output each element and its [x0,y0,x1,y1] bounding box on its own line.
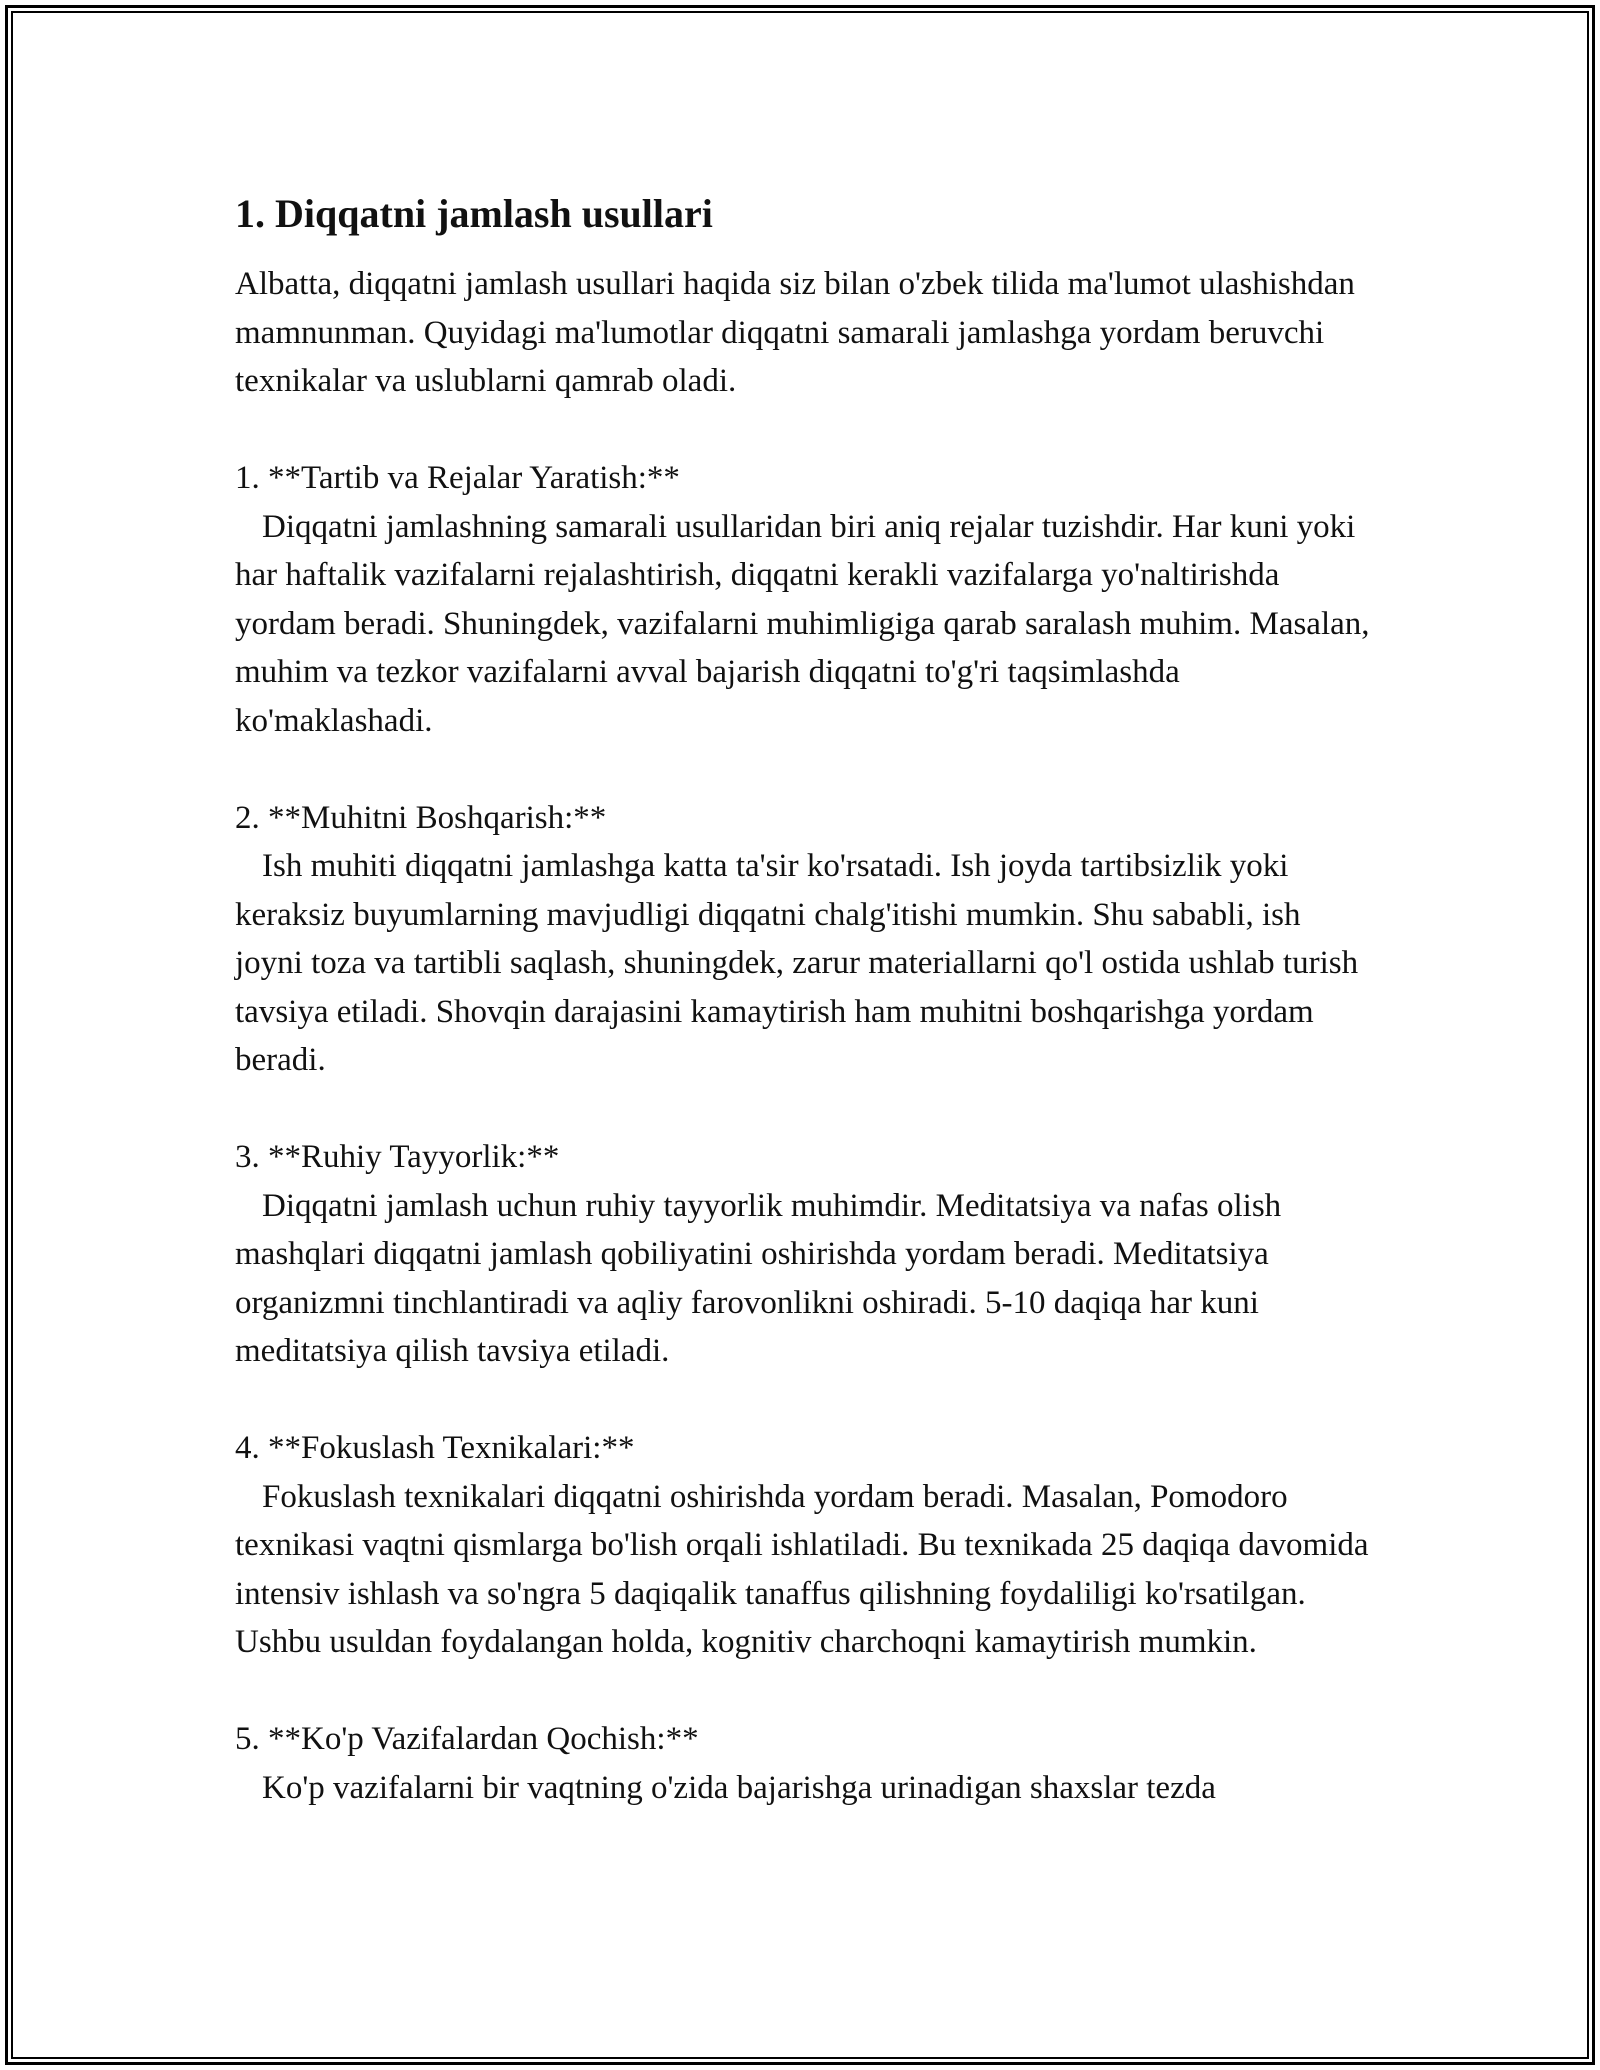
section-heading: 2. **Muhitni Boshqarish:** [235,799,607,836]
section-body: Diqqatni jamlashning samarali usullaridan biri aniq rejalar tuzishdir. Har kuni yoki har haftalik vazifalarni rejalashtirish, diqqatni kerakli vazifalarga yo'naltirishda yordam beradi. Shuningdek, vazifalarni muhimligiga qarab saralash muhim. Masalan, muhim va tezkor vazifalarni avval bajarish diqqatni to'g'ri taqsimlashda ko'maklashadi. [235,508,1370,739]
section-heading: 1. **Tartib va Rejalar Yaratish:** [235,460,680,496]
section-body: Ko'p vazifalarni bir vaqtning o'zida bajarishga urinadigan shaxslar tezda [262,1769,1216,1806]
section-1 [235,454,1375,745]
section-heading: 3. **Ruhiy Tayyorlik:** [235,1139,560,1175]
document-title: 1. Diqqatni jamlash usullari [235,191,713,236]
intro-paragraph: Albatta, diqqatni jamlash usullari haqida siz bilan o'zbek tilida ma'lumot ulashishdan mamnunman. Quyidagi ma'lumotlar diqqatni samarali jamlashga yordam beruvchi texnikalar va uslublarni qamrab oladi. [235,266,1355,399]
document-content [235,186,1375,1812]
section-2 [235,794,1375,1085]
section-heading: 4. **Fokuslash Texnikalari:** [235,1430,635,1466]
section-3 [235,1133,1375,1376]
section-heading: 5. **Ko'p Vazifalardan Qochish:** [235,1721,699,1757]
section-5 [235,1715,1375,1812]
section-4 [235,1424,1375,1667]
section-body: Ish muhiti diqqatni jamlashga katta ta'sir ko'rsatadi. Ish joyda tartibsizlik yoki keraksiz buyumlarning mavjudligi diqqatni chalg'itishi mumkin. Shu sababli, ish joyni toza va tartibli saqlash, shuningdek, zarur materiallarni qo'l ostida ushlab turish tavsiya etiladi. Shovqin darajasini kamaytirish ham muhitni boshqarishga yordam beradi. [235,848,1359,1078]
section-body: Fokuslash texnikalari diqqatni oshirishda yordam beradi. Masalan, Pomodoro texnikasi vaqtni qismlarga bo'lish orqali ishlatiladi. Bu texnikada 25 daqiqa davomida intensiv ishlash va so'ngra 5 daqiqalik tanaffus qilishning foydaliligi ko'rsatilgan. Ushbu usuldan foydalangan holda, kognitiv charchoqni kamaytirish mumkin. [235,1478,1369,1660]
section-body: Diqqatni jamlash uchun ruhiy tayyorlik muhimdir. Meditatsiya va nafas olish mashqlari diqqatni jamlash qobiliyatini oshirishda yordam beradi. Meditatsiya organizmni tinchlantiradi va aqliy farovonlikni oshiradi. 5-10 daqiqa har kuni meditatsiya qilish tavsiya etiladi. [235,1187,1282,1369]
